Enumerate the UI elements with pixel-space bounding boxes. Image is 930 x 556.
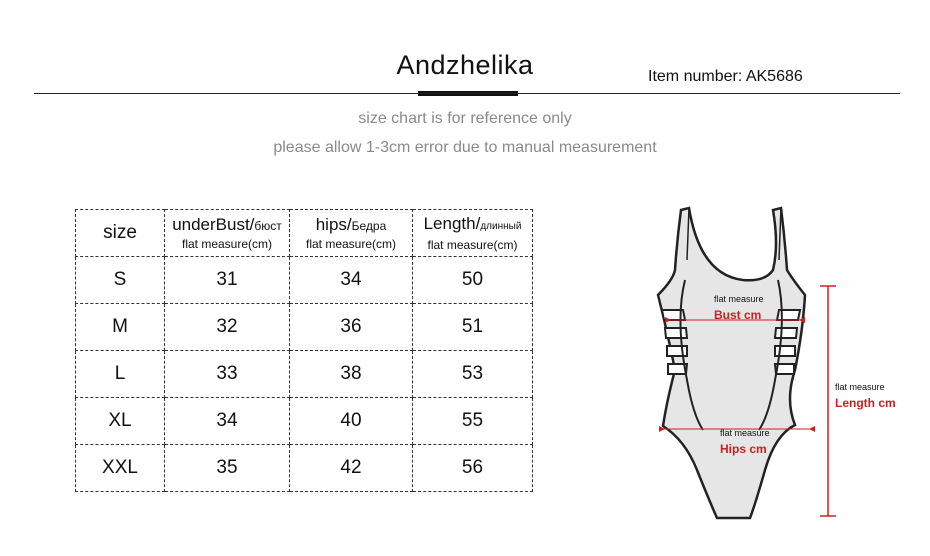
brand-name: Andzhelika	[396, 50, 534, 80]
table-row	[76, 351, 533, 398]
cell-underbust: 35	[165, 445, 290, 492]
cell-length: 51	[413, 304, 533, 351]
cell-underbust: 32	[165, 304, 290, 351]
header-hips-main	[290, 215, 412, 236]
hips-flat-measure-label: flat measure	[720, 428, 770, 438]
bust-flat-measure-label: flat measure	[714, 294, 764, 304]
header-size	[76, 210, 165, 257]
header-underbust-label: underBust/	[172, 214, 255, 234]
table-row	[76, 304, 533, 351]
cell-length: 55	[413, 398, 533, 445]
cell-length: 50	[413, 257, 533, 304]
cell-hips: 36	[290, 304, 413, 351]
header-length-sub: flat measure(cm)	[427, 237, 518, 252]
cell-size: XXL	[76, 445, 165, 492]
header-length-suffix: длинный	[480, 220, 522, 232]
header-hips	[290, 210, 413, 257]
length-flat-measure-label: flat measure	[835, 382, 885, 392]
header-hips-suffix: Бедра	[351, 218, 387, 233]
cell-hips: 40	[290, 398, 413, 445]
cell-length: 53	[413, 351, 533, 398]
swimsuit-illustration	[645, 200, 915, 530]
cell-size: L	[76, 351, 165, 398]
cell-hips: 38	[290, 351, 413, 398]
header-underbust-main	[165, 215, 289, 236]
cell-size: M	[76, 304, 165, 351]
header-underbust	[165, 210, 290, 257]
cell-underbust: 34	[165, 398, 290, 445]
header-underbust-sub: flat measure(cm)	[181, 236, 273, 251]
header-length-main	[413, 214, 532, 237]
item-number: Item number: AK5686	[648, 68, 803, 85]
hips-arrow-right	[809, 426, 815, 432]
header-size-label: size	[103, 222, 137, 243]
header-length-label: Length/	[423, 213, 481, 233]
header-length	[413, 210, 533, 257]
note-reference: size chart is for reference only	[358, 110, 572, 127]
swimsuit-diagram	[645, 200, 915, 530]
header-divider	[34, 93, 900, 94]
bust-label: Bust cm	[714, 308, 762, 322]
table-header-row	[76, 210, 533, 257]
length-label: Length cm	[835, 396, 896, 410]
cell-hips: 34	[290, 257, 413, 304]
table-row	[76, 257, 533, 304]
cell-underbust: 31	[165, 257, 290, 304]
header-underbust-suffix: бюст	[254, 218, 282, 233]
header-hips-label: hips/	[315, 214, 352, 234]
cell-hips: 42	[290, 445, 413, 492]
table-row	[76, 445, 533, 492]
cell-size: S	[76, 257, 165, 304]
cell-underbust: 33	[165, 351, 290, 398]
cell-size: XL	[76, 398, 165, 445]
header-hips-sub: flat measure(cm)	[305, 236, 397, 251]
cell-length: 56	[413, 445, 533, 492]
size-chart-table	[75, 209, 533, 492]
hips-label: Hips cm	[720, 442, 767, 456]
note-error: please allow 1-3cm error due to manual measurement	[273, 139, 657, 156]
table-row	[76, 398, 533, 445]
